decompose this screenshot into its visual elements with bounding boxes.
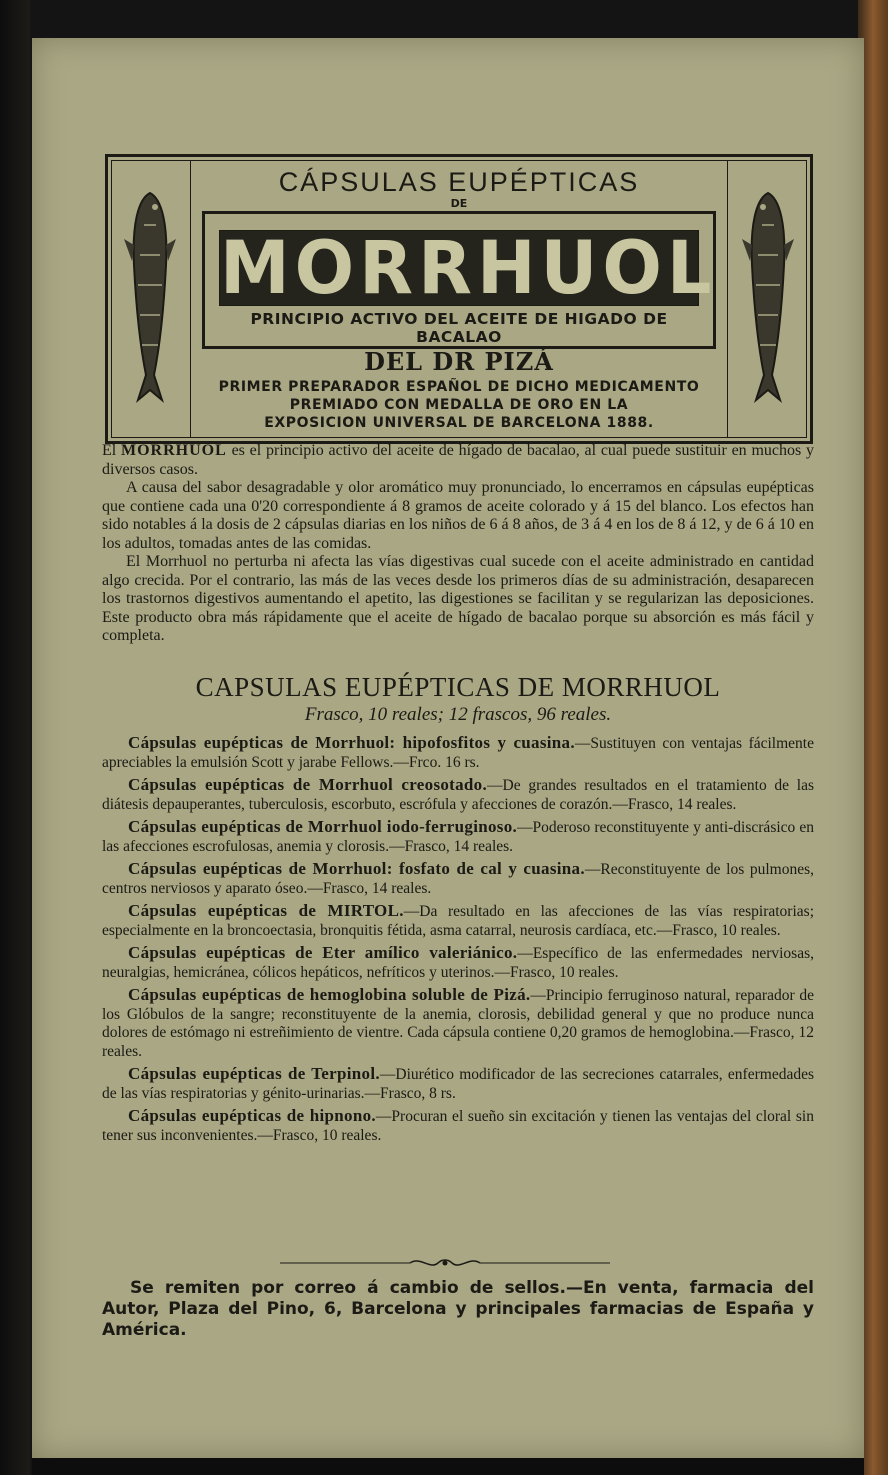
scan-edge-left (0, 0, 30, 1475)
product-description: —Reconstituyente de los pulmones, centros nerviosos y aparato óseo.—Frasco, 14 reales. (102, 861, 814, 897)
advertisement-inner-frame (111, 160, 807, 438)
product-name: Cápsulas eupépticas de Eter amílico valeriánico. (128, 943, 518, 962)
product-name: Cápsulas eupépticas de MIRTOL. (128, 901, 404, 920)
product-name: Cápsulas eupépticas de Morrhuol: fosfato de cal y cuasina. (128, 859, 585, 878)
product-name: Cápsulas eupépticas de Morrhuol creosotado. (128, 775, 488, 794)
product-item (102, 860, 814, 898)
product-description: —Sustituyen con ventajas fácilmente apreciables la emulsión Scott y jarabe Fellows.—Frco. 16 rs. (102, 735, 814, 771)
product-item (102, 734, 814, 772)
product-name: Cápsulas eupépticas de Morrhuol: hipofosfitos y cuasina. (128, 733, 575, 752)
ad-line-3: EXPOSICION UNIVERSAL DE BARCELONA 1888. (264, 415, 654, 431)
intro-brand: MORRHUOL (121, 442, 227, 459)
left-divider (190, 161, 191, 437)
product-item (102, 902, 814, 940)
advertisement-center (196, 161, 722, 437)
footer-text: Se remiten por correo á cambio de sellos.—En venta, farmacia del Autor, Plaza del Pino, 6, Barcelona y principales farmacias de España y América. (102, 1278, 814, 1340)
product-description: —Poderoso reconstituyente y anti-discrásico en las afecciones escrofulosas, anemia y clorosis.—Frasco, 14 reales. (102, 819, 814, 855)
intro-text (102, 442, 814, 646)
ornament-divider (280, 1256, 610, 1270)
product-name: Cápsulas eupépticas de hipnono. (128, 1106, 376, 1125)
ad-title: CÁPSULAS EUPÉPTICAS (278, 167, 640, 197)
product-description: —Principio ferruginoso natural, reparador de los Glóbulos de la sangre; reconstituyente de la anemia, clorosis, debilidad general y que no produce nunca dolores de estómago ni estreñimiento de vientre. Cada cápsula contiene 0,20 gramos de hemoglobina.—Frasco, 12 reales. (102, 987, 814, 1060)
intro-paragraph-2: A causa del sabor desagradable y olor aromático muy pronunciado, lo encerramos en cápsulas eupépticas que contiene cada una 0'20 correspondiente á 8 gramos de aceite colorado y á 15 del blanco. Los efectos han sido notables á la dosis de 2 cápsulas diarias en los niños de 6 á 8 años, de 3 á 4 en los de 8 á 12, y de 6 á 10 en los adultos, tomadas antes de las comidas. (102, 479, 814, 552)
brand-plate (219, 224, 717, 312)
product-item (102, 944, 814, 982)
product-list (102, 734, 814, 1149)
product-item (102, 986, 814, 1061)
codfish-illustration-right (740, 185, 796, 415)
document-page (32, 38, 864, 1458)
ad-line-2: PREMIADO CON MEDALLA DE ORO EN LA (289, 397, 629, 413)
product-name: Cápsulas eupépticas de Morrhuol iodo-ferruginoso. (128, 817, 518, 836)
product-description: —Específico de las enfermedades nerviosas, neuralgias, hemicránea, cólicos hepáticos, nefríticos y uterinos.—Frasco, 10 reales. (102, 945, 814, 981)
section-heading: CAPSULAS EUPÉPTICAS DE MORRHUOL (195, 672, 721, 702)
section-price: Frasco, 10 reales; 12 frascos, 96 reales. (304, 704, 612, 725)
brand-name: MORRHUOL (220, 224, 717, 312)
intro-text-1: es el principio activo del aceite de hígado de bacalao, al cual puede sustituir en muchos y diversos casos. (102, 442, 815, 478)
scan-edge-bottom (32, 1458, 864, 1475)
intro-paragraph-3: El Morrhuol no perturba ni afecta las vías digestivas cual sucede con el aceite administrado en cantidad algo crecida. Por el contrario, las más de las veces desde los primeros días de su administración, desaparecen los trastornos digestivos aumentando el apetito, las digestiones se facilitan y se regularizan las deposiciones. Este producto obra más rápidamente que el aceite de hígado de bacalao porque su absorción es más fácil y completa. (102, 553, 814, 644)
product-item (102, 818, 814, 856)
product-item (102, 1065, 814, 1103)
advertisement-box (105, 154, 813, 444)
right-divider (727, 161, 728, 437)
intro-lead: El (102, 442, 117, 459)
product-item (102, 776, 814, 814)
footer-notice (102, 1278, 814, 1341)
intro-paragraph-1 (102, 442, 814, 479)
product-description: —Procuran el sueño sin excitación y tienen las ventajas del cloral sin tener sus inconvenientes.—Frasco, 10 reales. (102, 1108, 814, 1144)
product-name: Cápsulas eupépticas de Terpinol. (128, 1064, 380, 1083)
product-description: —Diurético modificador de las secreciones catarrales, enfermedades de las vías respiratorias y génito-urinarias.—Frasco, 8 rs. (102, 1066, 814, 1102)
product-item (102, 1107, 814, 1145)
ad-subtitle: PRINCIPIO ACTIVO DEL ACEITE DE HIGADO DE BACALAO (250, 310, 668, 346)
brand-banner (202, 211, 716, 349)
product-description: —Da resultado en las afecciones de las vías respiratorias; especialmente en la broncoectasia, bronquitis fétida, asma catarral, neurosis cardíaca, etc.—Frasco, 10 reales. (102, 903, 814, 939)
ad-line-1: PRIMER PREPARADOR ESPAÑOL DE DICHO MEDICAMENTO (218, 379, 700, 395)
ad-author: DEL DR PIZÁ (364, 347, 554, 376)
ad-de: DE (450, 197, 468, 210)
product-description: —De grandes resultados en el tratamiento de las diátesis depauperantes, tuberculosis, escorbuto, escrófula y afecciones de corazón.—Frasco, 14 reales. (102, 777, 814, 813)
codfish-illustration-left (122, 185, 178, 415)
product-name: Cápsulas eupépticas de hemoglobina soluble de Pizá. (128, 985, 531, 1004)
